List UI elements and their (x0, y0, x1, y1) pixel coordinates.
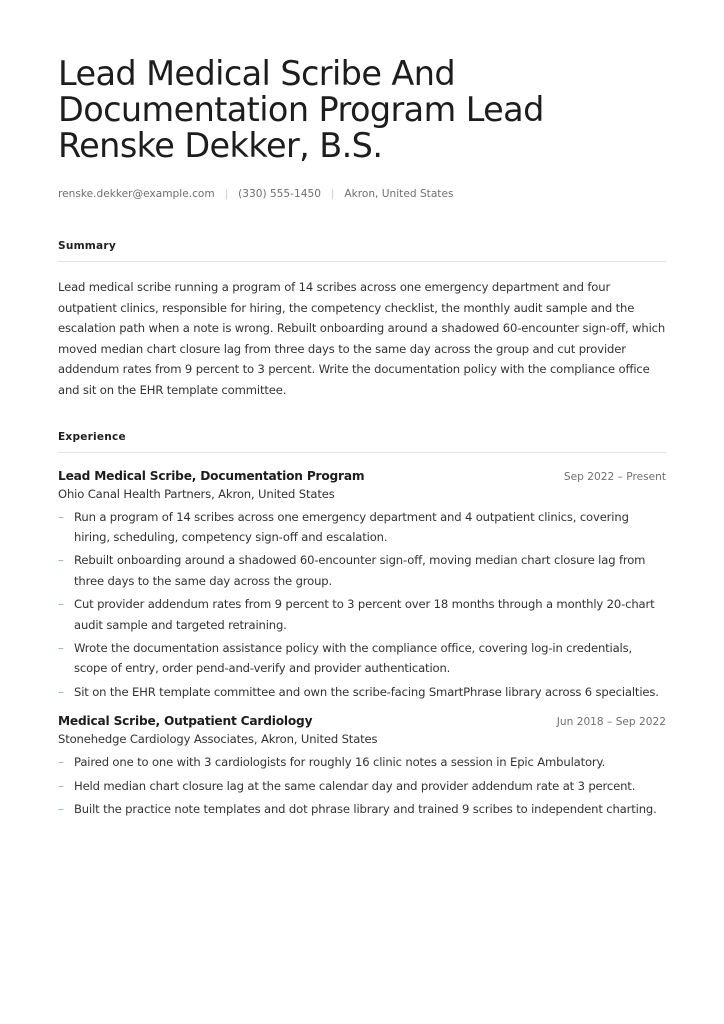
bullet-item (58, 507, 666, 548)
bullet-dash-icon: – (58, 597, 64, 612)
job-bullets (58, 752, 666, 819)
page-title (58, 0, 666, 164)
bullet-text: Built the practice note templates and dot phrase library and trained 9 scribes to independent charting. (74, 802, 657, 817)
job-organization: Stonehedge Cardiology Associates, Akron, United States (58, 732, 378, 747)
contact-separator: | (224, 188, 229, 200)
bullet-text: Rebuilt onboarding around a shadowed 60-encounter sign-off, moving median chart closure lag from three days to the same day across the group. (74, 553, 646, 588)
contact-location: Akron, United States (344, 188, 454, 200)
contact-phone[interactable]: (330) 555-1450 (238, 188, 321, 200)
job-dates: Sep 2022 – Present (563, 470, 666, 483)
bullet-item (58, 682, 666, 702)
bullet-item (58, 752, 666, 772)
contact-email[interactable]: renske.dekker@example.com (58, 188, 215, 200)
bullet-item (58, 776, 666, 796)
contact-separator: | (330, 188, 335, 200)
job-dates: Jun 2018 – Sep 2022 (556, 716, 666, 729)
bullet-item (58, 550, 666, 591)
job-bullets (58, 507, 666, 703)
job-entry (58, 714, 666, 819)
job-title: Medical Scribe, Outpatient Cardiology (58, 714, 313, 729)
bullet-dash-icon: – (58, 553, 64, 568)
job-title: Lead Medical Scribe, Documentation Program (58, 468, 365, 483)
bullet-text: Cut provider addendum rates from 9 percent to 3 percent over 18 months through a monthly 20-chart audit sample and targeted retraining. (74, 597, 655, 632)
bullet-text: Paired one to one with 3 cardiologists for roughly 16 clinic notes a session in Epic Ambulatory. (74, 755, 606, 770)
bullet-item (58, 799, 666, 819)
bullet-item (58, 638, 666, 679)
summary-text: Lead medical scribe running a program of 14 scribes across one emergency department and four outpatient clinics, responsible for hiring, the competency checklist, the monthly audit sample and the escalation path when a note is wrong. Rebuilt onboarding around a shadowed 60-encounter sign-off, which moved median chart closure lag from three days to the same day across the group and cut provider addendum rates from 9 percent to 3 percent. Write the documentation policy with the compliance office and sit on the EHR template committee. (58, 280, 666, 397)
experience-heading: Experience (58, 431, 666, 453)
contact-line (58, 186, 666, 202)
bullet-dash-icon: – (58, 509, 64, 524)
summary-heading: Summary (58, 240, 666, 262)
title-line: Renske Dekker, B.S. (58, 126, 383, 165)
bullet-dash-icon: – (58, 641, 64, 655)
job-entry (58, 469, 666, 703)
bullet-item (58, 594, 666, 635)
bullet-dash-icon: – (58, 684, 64, 699)
bullet-text: Run a program of 14 scribes across one emergency department and 4 outpatient clinics, covering hiring, scheduling, competency sign-off and escalation. (74, 509, 629, 544)
title-line: Documentation Program Lead (58, 90, 544, 129)
bullet-text: Sit on the EHR template committee and own the scribe-facing SmartPhrase library across 6 specialties. (74, 684, 659, 699)
bullet-dash-icon: – (58, 755, 64, 770)
bullet-text: Wrote the documentation assistance policy with the compliance office, covering log-in credentials, scope of entry, order pend-and-verify and provider authentication. (74, 641, 633, 676)
bullet-text: Held median chart closure lag at the same calendar day and provider addendum rate at 3 percent. (74, 778, 636, 793)
bullet-dash-icon: – (58, 778, 64, 793)
job-organization: Ohio Canal Health Partners, Akron, United States (58, 486, 335, 501)
title-line: Lead Medical Scribe And (58, 54, 456, 93)
bullet-dash-icon: – (58, 802, 64, 817)
